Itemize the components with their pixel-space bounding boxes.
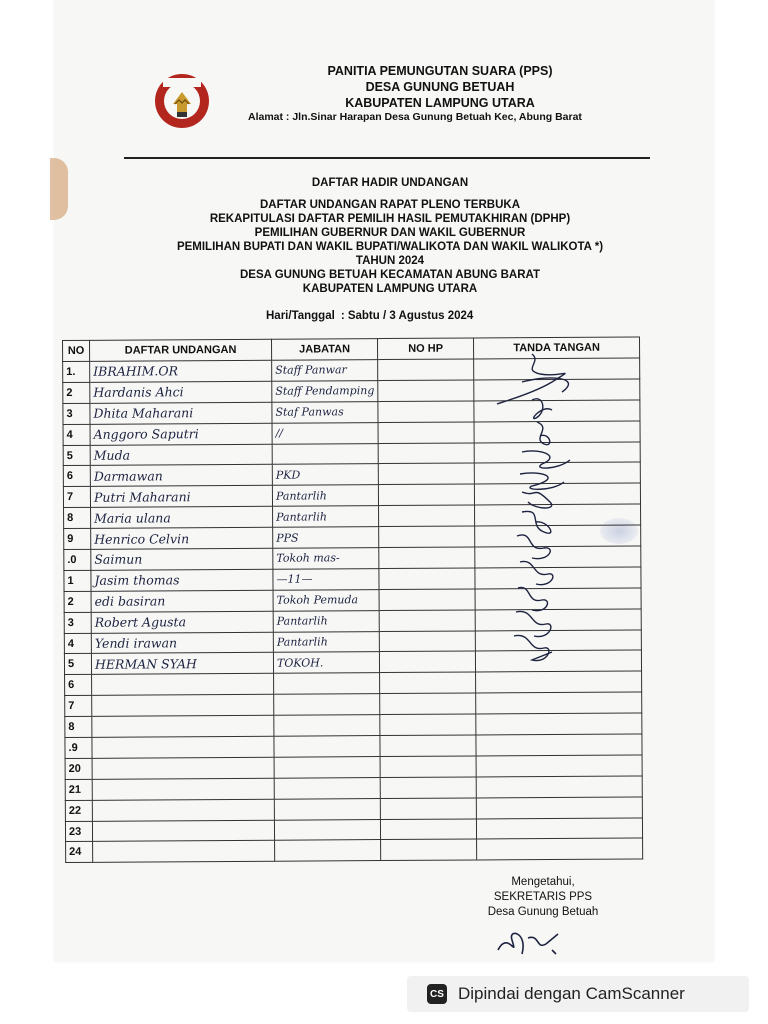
row-phone	[379, 568, 475, 589]
row-position: Pantarlih	[272, 485, 378, 507]
doc-subtitle-2: REKAPITULASI DAFTAR PEMILIH HASIL PEMUTAKHIRAN (DPHP)	[209, 213, 571, 225]
row-name: HERMAN SYAH	[91, 653, 273, 675]
row-number: 7	[63, 487, 90, 508]
row-signature	[476, 692, 642, 714]
row-name	[92, 820, 274, 842]
row-number: 9	[64, 528, 91, 549]
row-name: Muda	[90, 444, 272, 466]
row-phone	[380, 693, 476, 714]
row-signature	[476, 713, 642, 735]
row-number: 8	[64, 508, 91, 529]
camscanner-watermark	[407, 976, 749, 1012]
row-number: 3	[63, 403, 90, 424]
row-position	[274, 715, 380, 737]
row-phone	[380, 756, 476, 777]
row-phone	[378, 422, 474, 443]
row-position: Staff Panwar	[272, 360, 378, 382]
row-number: 7	[65, 696, 92, 717]
row-signature	[476, 755, 642, 777]
row-name: IBRAHIM.OR	[90, 360, 272, 382]
doc-title: DAFTAR HADIR UNDANGAN	[311, 177, 469, 189]
row-phone	[378, 401, 474, 422]
date-value: : Sabtu / 3 Agustus 2024	[340, 310, 474, 322]
row-phone	[380, 798, 476, 819]
row-signature	[477, 838, 643, 860]
row-position: Tokoh mas-	[273, 548, 379, 570]
row-number: 24	[66, 842, 93, 863]
row-phone	[378, 380, 474, 401]
row-name: Henrico Celvin	[91, 527, 273, 549]
row-number: 23	[65, 821, 92, 842]
row-phone	[378, 463, 474, 484]
row-position	[274, 819, 380, 841]
row-phone	[378, 359, 474, 380]
row-name: Saimun	[91, 548, 273, 570]
row-signature	[476, 818, 642, 840]
row-name: edi basiran	[91, 590, 273, 612]
row-position: //	[272, 422, 378, 444]
row-name	[92, 674, 274, 696]
row-name: Darmawan	[90, 465, 272, 487]
row-number: 8	[65, 716, 92, 737]
row-position: Staf Panwas	[272, 401, 378, 423]
row-name	[92, 694, 274, 716]
row-position: TOKOH.	[273, 652, 379, 674]
row-number: 4	[64, 633, 91, 654]
secretary-signature	[488, 920, 568, 962]
row-position	[274, 777, 380, 799]
doc-subtitle-7: KABUPATEN LAMPUNG UTARA	[302, 283, 478, 295]
row-phone	[379, 526, 475, 547]
doc-subtitle-6: DESA GUNUNG BETUAH KECAMATAN ABUNG BARAT	[239, 269, 541, 281]
row-phone	[380, 735, 476, 756]
org-address: Alamat : Jln.Sinar Harapan Desa Gunung Betuah Kec, Abung Barat	[248, 111, 582, 123]
footer-acknowledged: Mengetahui,	[511, 876, 575, 888]
row-number: .0	[64, 549, 91, 570]
row-number: 5	[64, 654, 91, 675]
row-phone	[379, 505, 475, 526]
row-name: Putri Maharani	[90, 486, 272, 508]
row-number: 21	[65, 779, 92, 800]
row-number: 6	[65, 675, 92, 696]
org-regency: KABUPATEN LAMPUNG UTARA	[345, 96, 535, 110]
row-number: 2	[64, 591, 91, 612]
row-position: Tokoh Pemuda	[273, 589, 379, 611]
row-number: 20	[65, 758, 92, 779]
row-number: 3	[64, 612, 91, 633]
row-name: Yendi irawan	[91, 632, 273, 654]
col-name: DAFTAR UNDANGAN	[90, 339, 272, 361]
org-village: DESA GUNUNG BETUAH	[365, 80, 515, 94]
row-position: Pantarlih	[273, 610, 379, 632]
pps-logo-icon	[153, 70, 211, 132]
row-name	[93, 841, 275, 863]
row-phone	[380, 672, 476, 693]
row-phone	[380, 819, 476, 840]
row-name: Maria ulana	[91, 506, 273, 528]
col-no: NO	[63, 340, 90, 361]
row-position	[274, 798, 380, 820]
row-number: 5	[63, 445, 90, 466]
row-position	[274, 694, 380, 716]
row-name: Dhita Maharani	[90, 402, 272, 424]
scanner-thumb	[50, 158, 68, 220]
row-phone	[379, 631, 475, 652]
row-position: Staff Pendamping	[272, 380, 378, 402]
row-phone	[378, 484, 474, 505]
header-divider	[124, 157, 650, 159]
row-number: 6	[63, 466, 90, 487]
signature-scribbles	[492, 352, 592, 682]
row-name: Jasim thomas	[91, 569, 273, 591]
row-position	[275, 840, 381, 862]
footer-village: Desa Gunung Betuah	[487, 906, 599, 918]
row-name: Hardanis Ahci	[90, 381, 272, 403]
row-phone	[381, 839, 477, 860]
row-number: 1	[64, 570, 91, 591]
row-name	[92, 799, 274, 821]
row-position: Pantarlih	[273, 631, 379, 653]
row-signature	[476, 734, 642, 756]
row-signature	[476, 797, 642, 819]
row-name	[92, 715, 274, 737]
doc-subtitle-5: TAHUN 2024	[355, 255, 425, 267]
camscanner-text: Dipindai dengan CamScanner	[458, 984, 685, 1003]
row-position	[272, 443, 378, 465]
row-position: Pantarlih	[273, 506, 379, 528]
row-position	[274, 736, 380, 758]
doc-subtitle-1: DAFTAR UNDANGAN RAPAT PLENO TERBUKA	[259, 199, 520, 211]
row-position	[274, 756, 380, 778]
row-name	[92, 757, 274, 779]
row-position: —11—	[273, 568, 379, 590]
row-number: .9	[65, 737, 92, 758]
col-position: JABATAN	[271, 339, 377, 361]
doc-subtitle-3: PEMILIHAN GUBERNUR DAN WAKIL GUBERNUR	[254, 227, 526, 239]
row-name	[92, 736, 274, 758]
doc-subtitle-4: PEMILIHAN BUPATI DAN WAKIL BUPATI/WALIKOTA DAN WAKIL WALIKOTA *)	[176, 241, 604, 253]
row-position: PKD	[272, 464, 378, 486]
row-position	[274, 673, 380, 695]
row-signature	[476, 776, 642, 798]
row-number: 22	[65, 800, 92, 821]
row-phone	[378, 443, 474, 464]
row-number: 4	[63, 424, 90, 445]
footer-role: SEKRETARIS PPS	[493, 891, 593, 903]
row-position: PPS	[273, 527, 379, 549]
row-phone	[379, 547, 475, 568]
org-name: PANITIA PEMUNGUTAN SUARA (PPS)	[327, 64, 553, 78]
camscanner-icon: CS	[427, 984, 447, 1004]
row-phone	[379, 610, 475, 631]
row-phone	[379, 651, 475, 672]
row-number: 2	[63, 382, 90, 403]
row-phone	[380, 777, 476, 798]
row-phone	[380, 714, 476, 735]
row-name: Robert Agusta	[91, 611, 273, 633]
row-name: Anggoro Saputri	[90, 423, 272, 445]
date-line	[266, 310, 473, 322]
row-phone	[379, 589, 475, 610]
col-signature: TANDA TANGAN	[474, 337, 640, 359]
row-number: 1.	[63, 361, 90, 382]
date-label: Hari/Tanggal	[266, 310, 335, 322]
table-row	[66, 838, 643, 862]
col-phone: NO HP	[378, 338, 474, 360]
row-name	[92, 778, 274, 800]
